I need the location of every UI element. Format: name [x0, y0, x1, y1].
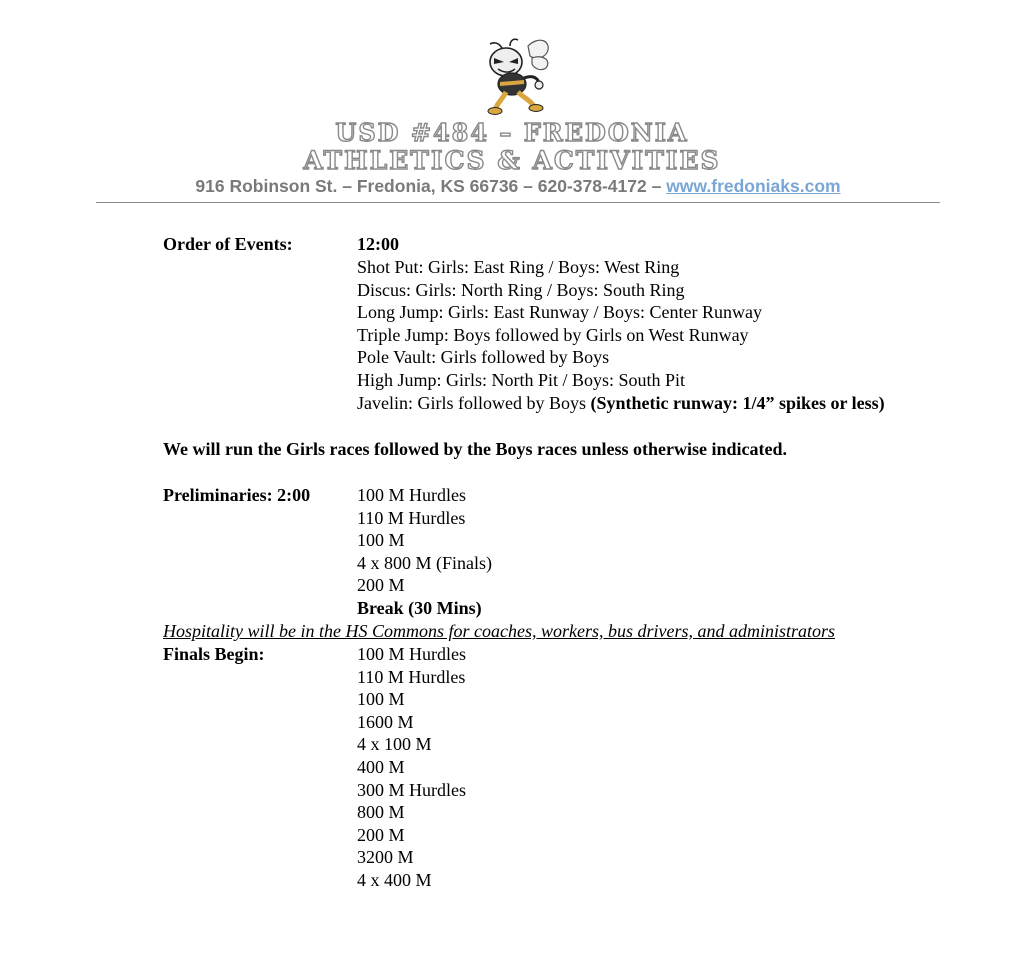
header-address	[0, 176, 1024, 197]
list-item: 300 M Hurdles	[357, 779, 466, 800]
list-item: 4 x 100 M	[357, 734, 432, 755]
list-item: Shot Put: Girls: East Ring / Boys: West Ring	[357, 257, 680, 277]
order-of-events-label: Order of Events:	[163, 234, 293, 254]
list-item: 100 M	[357, 530, 405, 551]
address-text: 916 Robinson St. – Fredonia, KS 66736 – 620-378-4172 –	[195, 176, 667, 196]
list-item: Triple Jump: Boys followed by Girls on West Runway	[357, 324, 749, 345]
list-item: High Jump: Girls: North Pit / Boys: South Pit	[357, 369, 686, 390]
list-item: 400 M	[357, 756, 405, 777]
list-item: Long Jump: Girls: East Runway / Boys: Center Runway	[357, 302, 762, 323]
preliminaries-label: Preliminaries: 2:00	[163, 485, 311, 505]
hornet-mascot-icon	[482, 36, 554, 116]
header-title-line1: USD #484 – FREDONIA	[335, 118, 689, 147]
list-item: 1600 M	[357, 711, 414, 732]
javelin-note: (Synthetic runway: 1/4” spikes or less)	[590, 392, 885, 413]
list-item: 4 x 800 M (Finals)	[357, 552, 492, 573]
list-item: 4 x 400 M	[357, 869, 432, 890]
hospitality-note: Hospitality will be in the HS Commons for coaches, workers, bus drivers, and administrators	[163, 621, 835, 641]
header-divider	[96, 202, 940, 203]
break-item: Break (30 Mins)	[357, 597, 482, 618]
finals-label: Finals Begin:	[163, 644, 265, 664]
list-item: 100 M Hurdles	[357, 485, 466, 505]
website-link[interactable]: www.fredoniaks.com	[666, 176, 841, 196]
list-item: Pole Vault: Girls followed by Boys	[357, 347, 610, 368]
header-title-line2: ATHLETICS & ACTIVITIES	[303, 146, 721, 175]
list-item: 200 M	[357, 575, 405, 596]
list-item: Discus: Girls: North Ring / Boys: South Ring	[357, 279, 685, 300]
list-item: 800 M	[357, 802, 405, 823]
list-item: 100 M Hurdles	[357, 644, 466, 664]
field-events-list	[357, 256, 885, 414]
list-item: 3200 M	[357, 847, 414, 868]
order-of-events-time: 12:00	[357, 234, 399, 254]
preliminaries-list	[357, 484, 492, 620]
race-order-notice: We will run the Girls races followed by the Boys races unless otherwise indicated.	[163, 439, 787, 459]
list-item: 110 M Hurdles	[357, 666, 466, 687]
finals-list	[357, 643, 466, 892]
javelin-text: Javelin: Girls followed by Boys	[357, 392, 591, 413]
list-item	[357, 392, 885, 415]
list-item: 110 M Hurdles	[357, 507, 466, 528]
list-item: 100 M	[357, 689, 405, 710]
list-item: 200 M	[357, 824, 405, 845]
